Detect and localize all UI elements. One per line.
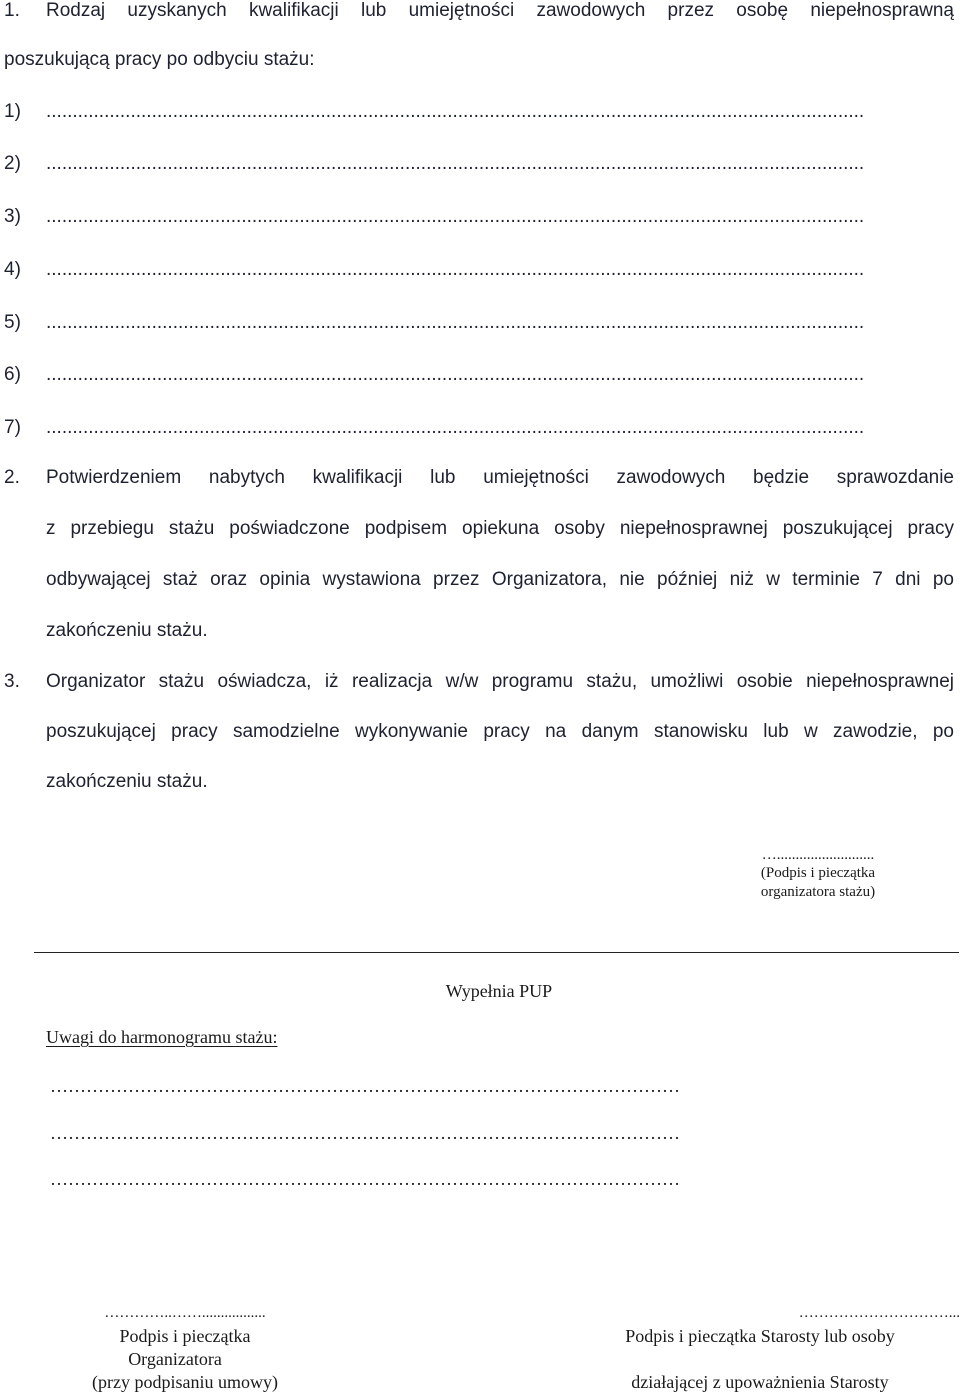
signature-caption-line-2: Organizatora <box>128 1349 222 1369</box>
remarks-dot-line: …………………………………………………………………………………………… <box>50 1123 680 1143</box>
signature-caption-line-1: Podpis i pieczątka <box>119 1326 251 1346</box>
list-item-label: 2) <box>4 153 21 174</box>
pup-title: Wypełnia PUP <box>445 981 553 1001</box>
signature-caption-line-1: Podpis i pieczątka Starosty lub osoby <box>625 1326 895 1346</box>
section-3-line-2: poszukującej pracy samodzielne wykonywanie pracy na danym stanowisku lub w zawodzie, po <box>46 721 954 742</box>
signature-caption-line-3: (przy podpisaniu umowy) <box>92 1372 278 1392</box>
section-3-number: 3. <box>4 671 20 692</box>
list-item-dots: ........................................................................................................................................................... <box>46 312 865 333</box>
remarks-label: Uwagi do harmonogramu stażu: <box>46 1027 278 1047</box>
section-3-line-3: zakończeniu stażu. <box>46 771 208 792</box>
list-item <box>4 153 924 175</box>
list-item-dots: ........................................................................................................................................................... <box>46 101 865 122</box>
list-item-label: 5) <box>4 312 21 333</box>
list-item <box>4 417 924 439</box>
list-item <box>4 312 924 334</box>
list-item-dots: ........................................................................................................................................................... <box>46 364 865 385</box>
signature-caption-line-2: działającej z upoważnienia Starosty <box>631 1372 889 1392</box>
list-item-dots: ........................................................................................................................................................... <box>46 417 865 438</box>
remarks-dot-line: …………………………………………………………………………………………… <box>50 1169 680 1189</box>
list-item-dots: ........................................................................................................................................................... <box>46 206 865 227</box>
divider <box>34 952 959 953</box>
list-item-label: 7) <box>4 417 21 438</box>
list-item-label: 3) <box>4 206 21 227</box>
signature-dots: …………………………... <box>798 1305 960 1321</box>
section-3-line-1: Organizator stażu oświadcza, iż realizacja w/w programu stażu, umożliwi osobie niepełnosprawnej <box>46 671 954 692</box>
list-item-dots: ........................................................................................................................................................... <box>46 153 865 174</box>
section-1-line-2: poszukującą pracy po odbyciu stażu: <box>4 49 315 70</box>
list-item-dots: ........................................................................................................................................................... <box>46 259 865 280</box>
section-2-line-2: z przebiegu stażu poświadczone podpisem opiekuna osoby niepełnosprawnej poszukującej pracy <box>46 518 954 539</box>
section-1-line-1: Rodzaj uzyskanych kwalifikacji lub umiejętności zawodowych przez osobę niepełnosprawną <box>46 0 954 21</box>
section-2-line-4: zakończeniu stażu. <box>46 620 208 641</box>
list-item <box>4 101 924 123</box>
signature-dots: ….......................... <box>761 847 875 863</box>
signature-caption-line-1: (Podpis i pieczątka <box>760 865 876 881</box>
list-item-label: 6) <box>4 364 21 385</box>
signature-dots: …………..……................. <box>104 1305 266 1321</box>
section-2-number: 2. <box>4 467 20 488</box>
section-1-number: 1. <box>4 0 20 21</box>
list-item <box>4 259 924 281</box>
list-item-label: 1) <box>4 101 21 122</box>
signature-caption-line-2: organizatora stażu) <box>760 884 876 900</box>
list-item <box>4 364 924 386</box>
section-2-line-3: odbywającej staż oraz opinia wystawiona przez Organizatora, nie później niż w terminie 7 dni po <box>46 569 954 590</box>
section-2-line-1: Potwierdzeniem nabytych kwalifikacji lub umiejętności zawodowych będzie sprawozdanie <box>46 467 954 488</box>
list-item <box>4 206 924 228</box>
list-item-label: 4) <box>4 259 21 280</box>
remarks-dot-line: …………………………………………………………………………………………… <box>50 1076 680 1096</box>
